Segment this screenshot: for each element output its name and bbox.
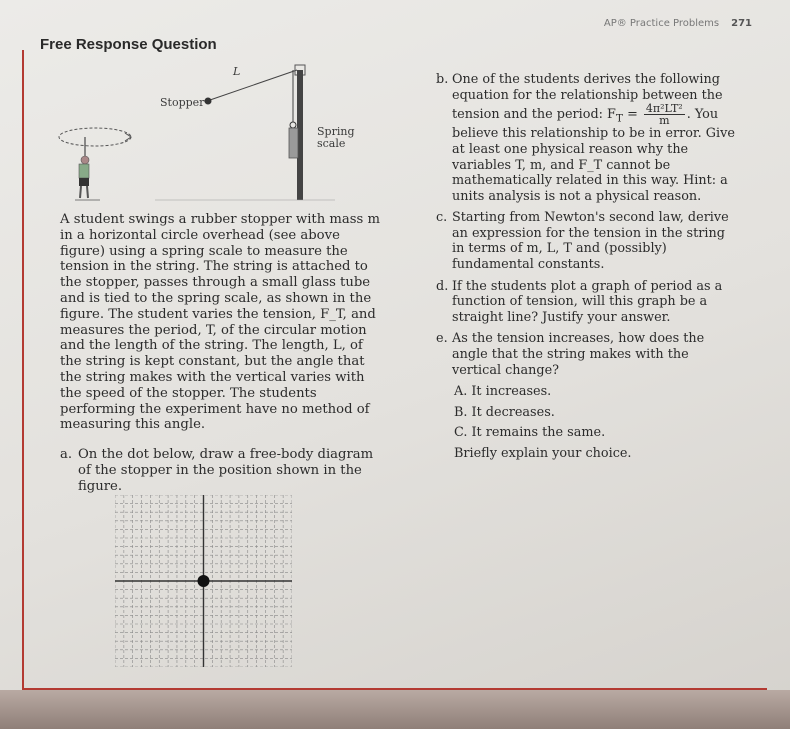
part-e-label: e. (436, 331, 448, 347)
stopper-dot[interactable] (198, 575, 210, 587)
part-a-text: On the dot below, draw a free-body diagram of the stopper in the position shown in the figure. (78, 447, 374, 494)
part-b-eq-equals: = (623, 107, 638, 123)
part-e (436, 331, 738, 378)
part-e-text: As the tension increases, how does the angle that the string makes with the vertical change? (452, 331, 705, 378)
equation-denominator: m (659, 114, 670, 128)
stopper-figure (45, 60, 375, 210)
part-c (436, 210, 738, 272)
page-border-vertical (22, 50, 24, 690)
background-surface (0, 690, 790, 729)
apparatus-drawing (155, 65, 335, 200)
section-title: Free Response Question (40, 36, 217, 53)
spring-scale-label (317, 126, 354, 150)
stopper-mass (205, 98, 212, 105)
spring-label-line1: Spring (317, 125, 355, 138)
running-header (604, 18, 752, 29)
part-a-label: a. (60, 447, 73, 463)
choice-b: B. It decreases. (454, 404, 555, 420)
part-b-text-before: One of the students derives the following equation for the relationship between the tension and the period: F (452, 72, 723, 123)
part-c-text: Starting from Newton's second law, derive an expression for the tension in the string in terms of m, L, T and (possibly) fundamental constants. (452, 210, 729, 273)
tension-equation (644, 103, 685, 126)
right-column (436, 72, 738, 467)
part-d-label: d. (436, 278, 449, 294)
part-b-body (452, 72, 738, 204)
length-label: L (233, 65, 241, 78)
intro-paragraph: A student swings a rubber stopper with mass m in a horizontal circle overhead (see above figure) using a spring scale to measure the tension in the string. The string is attached to the stopper, passes through a small glass tube and is tied to the spring scale, as shown in the figure. The student varies the tension, F_T, and measures the period, T, of the circular motion and the length of the string. The length, L, of the string is kept constant, but the angle that the string makes with the vertical varies with the speed of the stopper. The students performing the experiment have no method of measuring this angle. (60, 212, 380, 433)
part-b-eq-sub: T (615, 111, 624, 125)
part-e-closing: Briefly explain your choice. (454, 446, 632, 462)
part-d (436, 279, 738, 326)
page-number: 271 (731, 18, 752, 29)
part-d-text: If the students plot a graph of period as a function of tension, will this graph be a straight line? Justify your answer. (452, 278, 723, 325)
left-column (60, 212, 382, 495)
part-b (436, 72, 738, 204)
part-e-choices (454, 384, 738, 461)
choice-c: C. It remains the same. (454, 425, 606, 441)
choice-a: A. It increases. (454, 384, 552, 400)
free-body-grid (115, 495, 292, 667)
equation-numerator: 4π²LT² (645, 102, 683, 116)
part-a (60, 447, 382, 494)
part-c-label: c. (436, 210, 448, 226)
part-b-text-after: . You believe this relationship to be in error. Give at least one physical reason why the variables T, m, and F_T cannot be mathematically related in this way. Hint: a units analysis is not a physical reason. (452, 107, 735, 204)
spring-scale (289, 128, 298, 158)
running-title: AP® Practice Problems (603, 18, 720, 29)
part-b-label: b. (436, 72, 449, 87)
spring-label-line2: scale (317, 137, 346, 150)
stopper-label: Stopper (160, 96, 205, 109)
whirling-student-illustration (59, 128, 131, 200)
